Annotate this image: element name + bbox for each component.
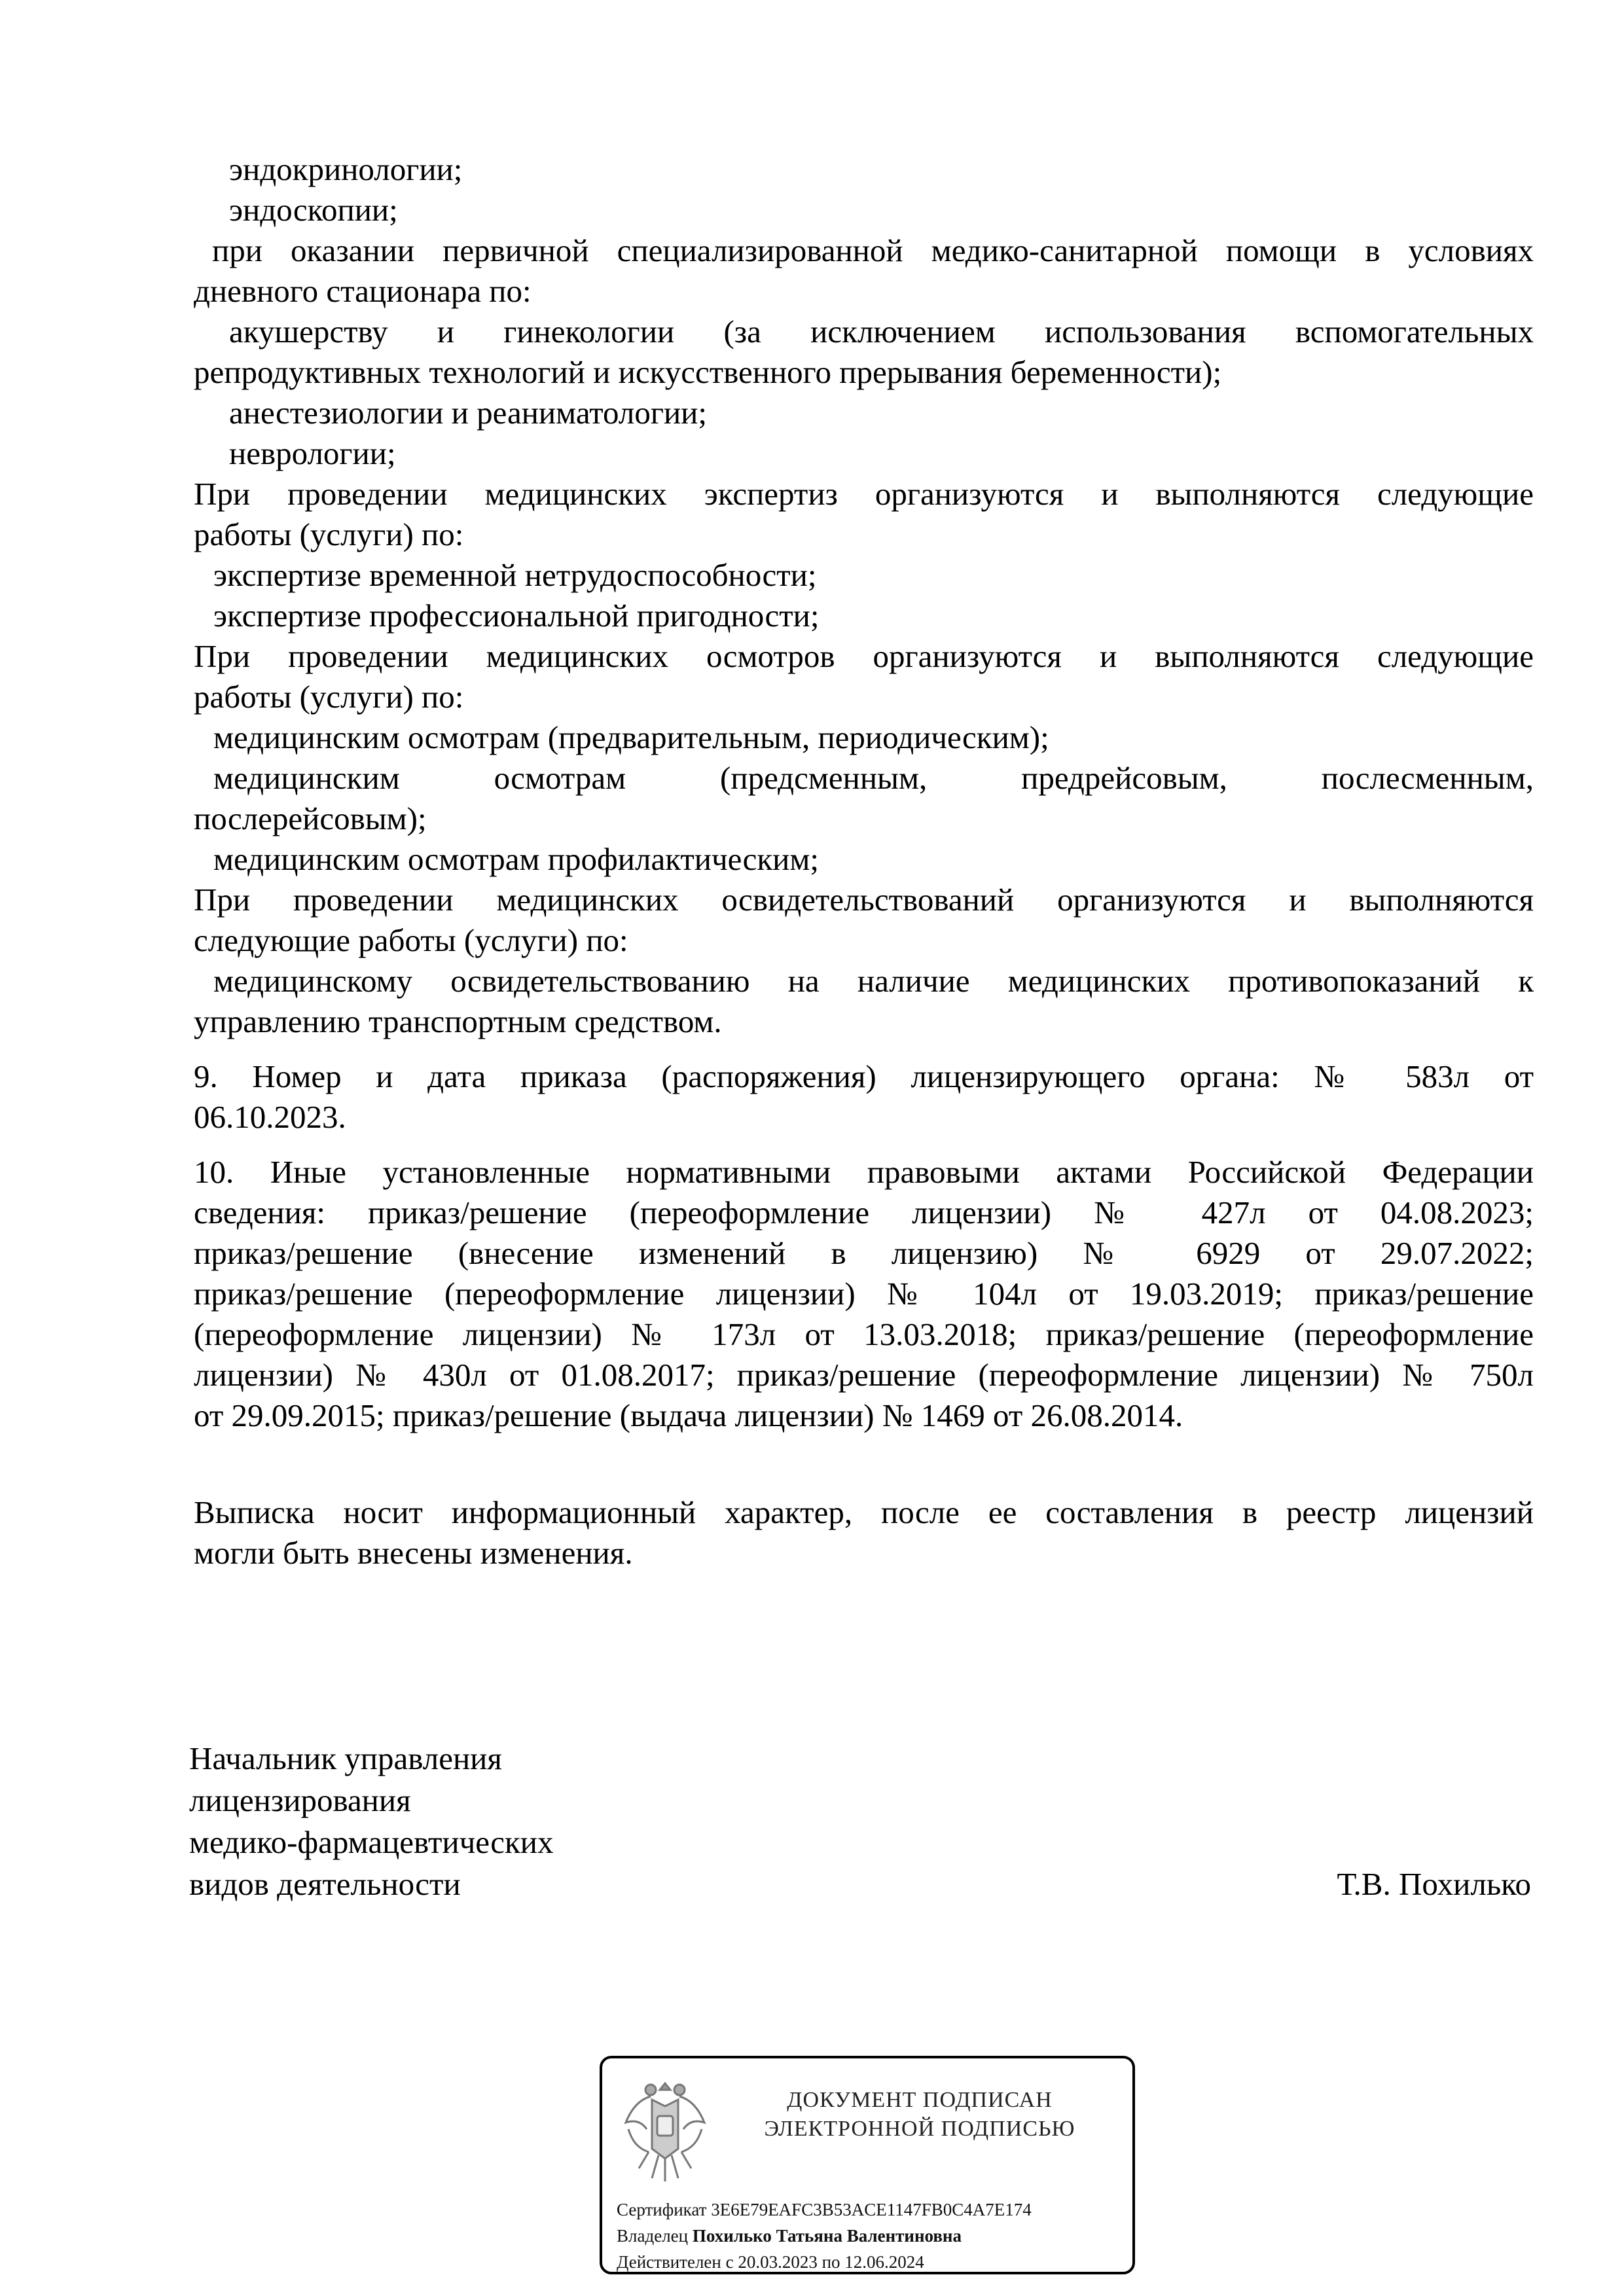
text-line: эндокринологии; [229,151,463,187]
signer-name: Т.В. Похилько [1337,1866,1531,1902]
text-line: медицинским осмотрам (предварительным, периодическим); [213,719,1049,755]
signer-position-line: медико-фармацевтических [189,1824,554,1860]
text-line: анестезиологии и реаниматологии; [229,395,708,431]
text-line: экспертизе профессиональной пригодности; [213,598,820,634]
text-line: эндоскопии; [229,192,398,228]
owner-line: Владелец Похилько Татьяна Валентиновна [617,2226,962,2246]
text-line: неврологии; [229,435,396,471]
text-line: репродуктивных технологий и искусственного прерывания беременности); [194,354,1222,390]
text-line: при оказании первичной специализированной медико-санитарной помощи в условиях [212,232,1534,268]
text-line: При проведении медицинских осмотров организуются и выполняются следующие [194,638,1534,674]
text-line: приказ/решение (внесение изменений в лицензию) № 6929 от 29.07.2022; [194,1235,1534,1271]
text-line: послерейсовым); [194,800,427,836]
signer-position-line: Начальник управления [189,1740,502,1776]
text-line: 10. Иные установленные нормативными правовыми актами Российской Федерации [194,1154,1534,1190]
stamp-header: ДОКУМЕНТ ПОДПИСАН ЭЛЕКТРОННОЙ ПОДПИСЬЮ [764,2088,1075,2141]
text-line: приказ/решение (переоформление лицензии) № 104л от 19.03.2019; приказ/решение [194,1276,1534,1312]
signature-block [189,1738,1531,1905]
electronic-signature-stamp [600,2056,1135,2274]
text-line: медицинскому освидетельствованию на наличие медицинских противопоказаний к [213,963,1534,999]
text-line: медицинским осмотрам (предсменным, предрейсовым, послесменным, [213,760,1534,796]
validity-line: Действителен с 20.03.2023 по 12.06.2024 [617,2252,924,2272]
text-line: 06.10.2023. [194,1099,346,1135]
text-line: могли быть внесены изменения. [194,1535,633,1571]
text-line: дневного стационара по: [194,273,532,309]
document-body [194,149,1534,1573]
text-line: от 29.09.2015; приказ/решение (выдача лицензии) № 1469 от 26.08.2014. [194,1397,1183,1433]
text-line: медицинским осмотрам профилактическим; [213,841,820,877]
signer-position-line: лицензирования [189,1782,411,1818]
text-line: (переоформление лицензии) № 173л от 13.03.2018; приказ/решение (переоформление [194,1316,1534,1352]
double-headed-eagle-emblem-icon [619,2070,711,2188]
text-line: экспертизе временной нетрудоспособности; [213,557,817,593]
text-line: При проведении медицинских экспертиз организуются и выполняются следующие [194,476,1534,512]
text-line: сведения: приказ/решение (переоформление лицензии) № 427л от 04.08.2023; [194,1194,1534,1230]
text-line: При проведении медицинских освидетельствований организуются и выполняются [194,882,1534,918]
text-line: Выписка носит информационный характер, после ее составления в реестр лицензий [194,1494,1534,1530]
text-line: работы (услуги) по: [194,679,464,715]
text-line: работы (услуги) по: [194,516,464,552]
text-line: лицензии) № 430л от 01.08.2017; приказ/решение (переоформление лицензии) № 750л [194,1357,1534,1393]
text-line: управлению транспортным средством. [194,1003,722,1039]
certificate-line: Сертификат 3E6E79EAFC3B53ACE1147FB0C4A7E174 [617,2200,1032,2219]
text-line: 9. Номер и дата приказа (распоряжения) лицензирующего органа: № 583л от [194,1058,1534,1094]
signer-position-line: видов деятельности [189,1866,461,1902]
text-line: акушерству и гинекологии (за исключением использования вспомогательных [229,314,1534,350]
text-line: следующие работы (услуги) по: [194,922,628,958]
